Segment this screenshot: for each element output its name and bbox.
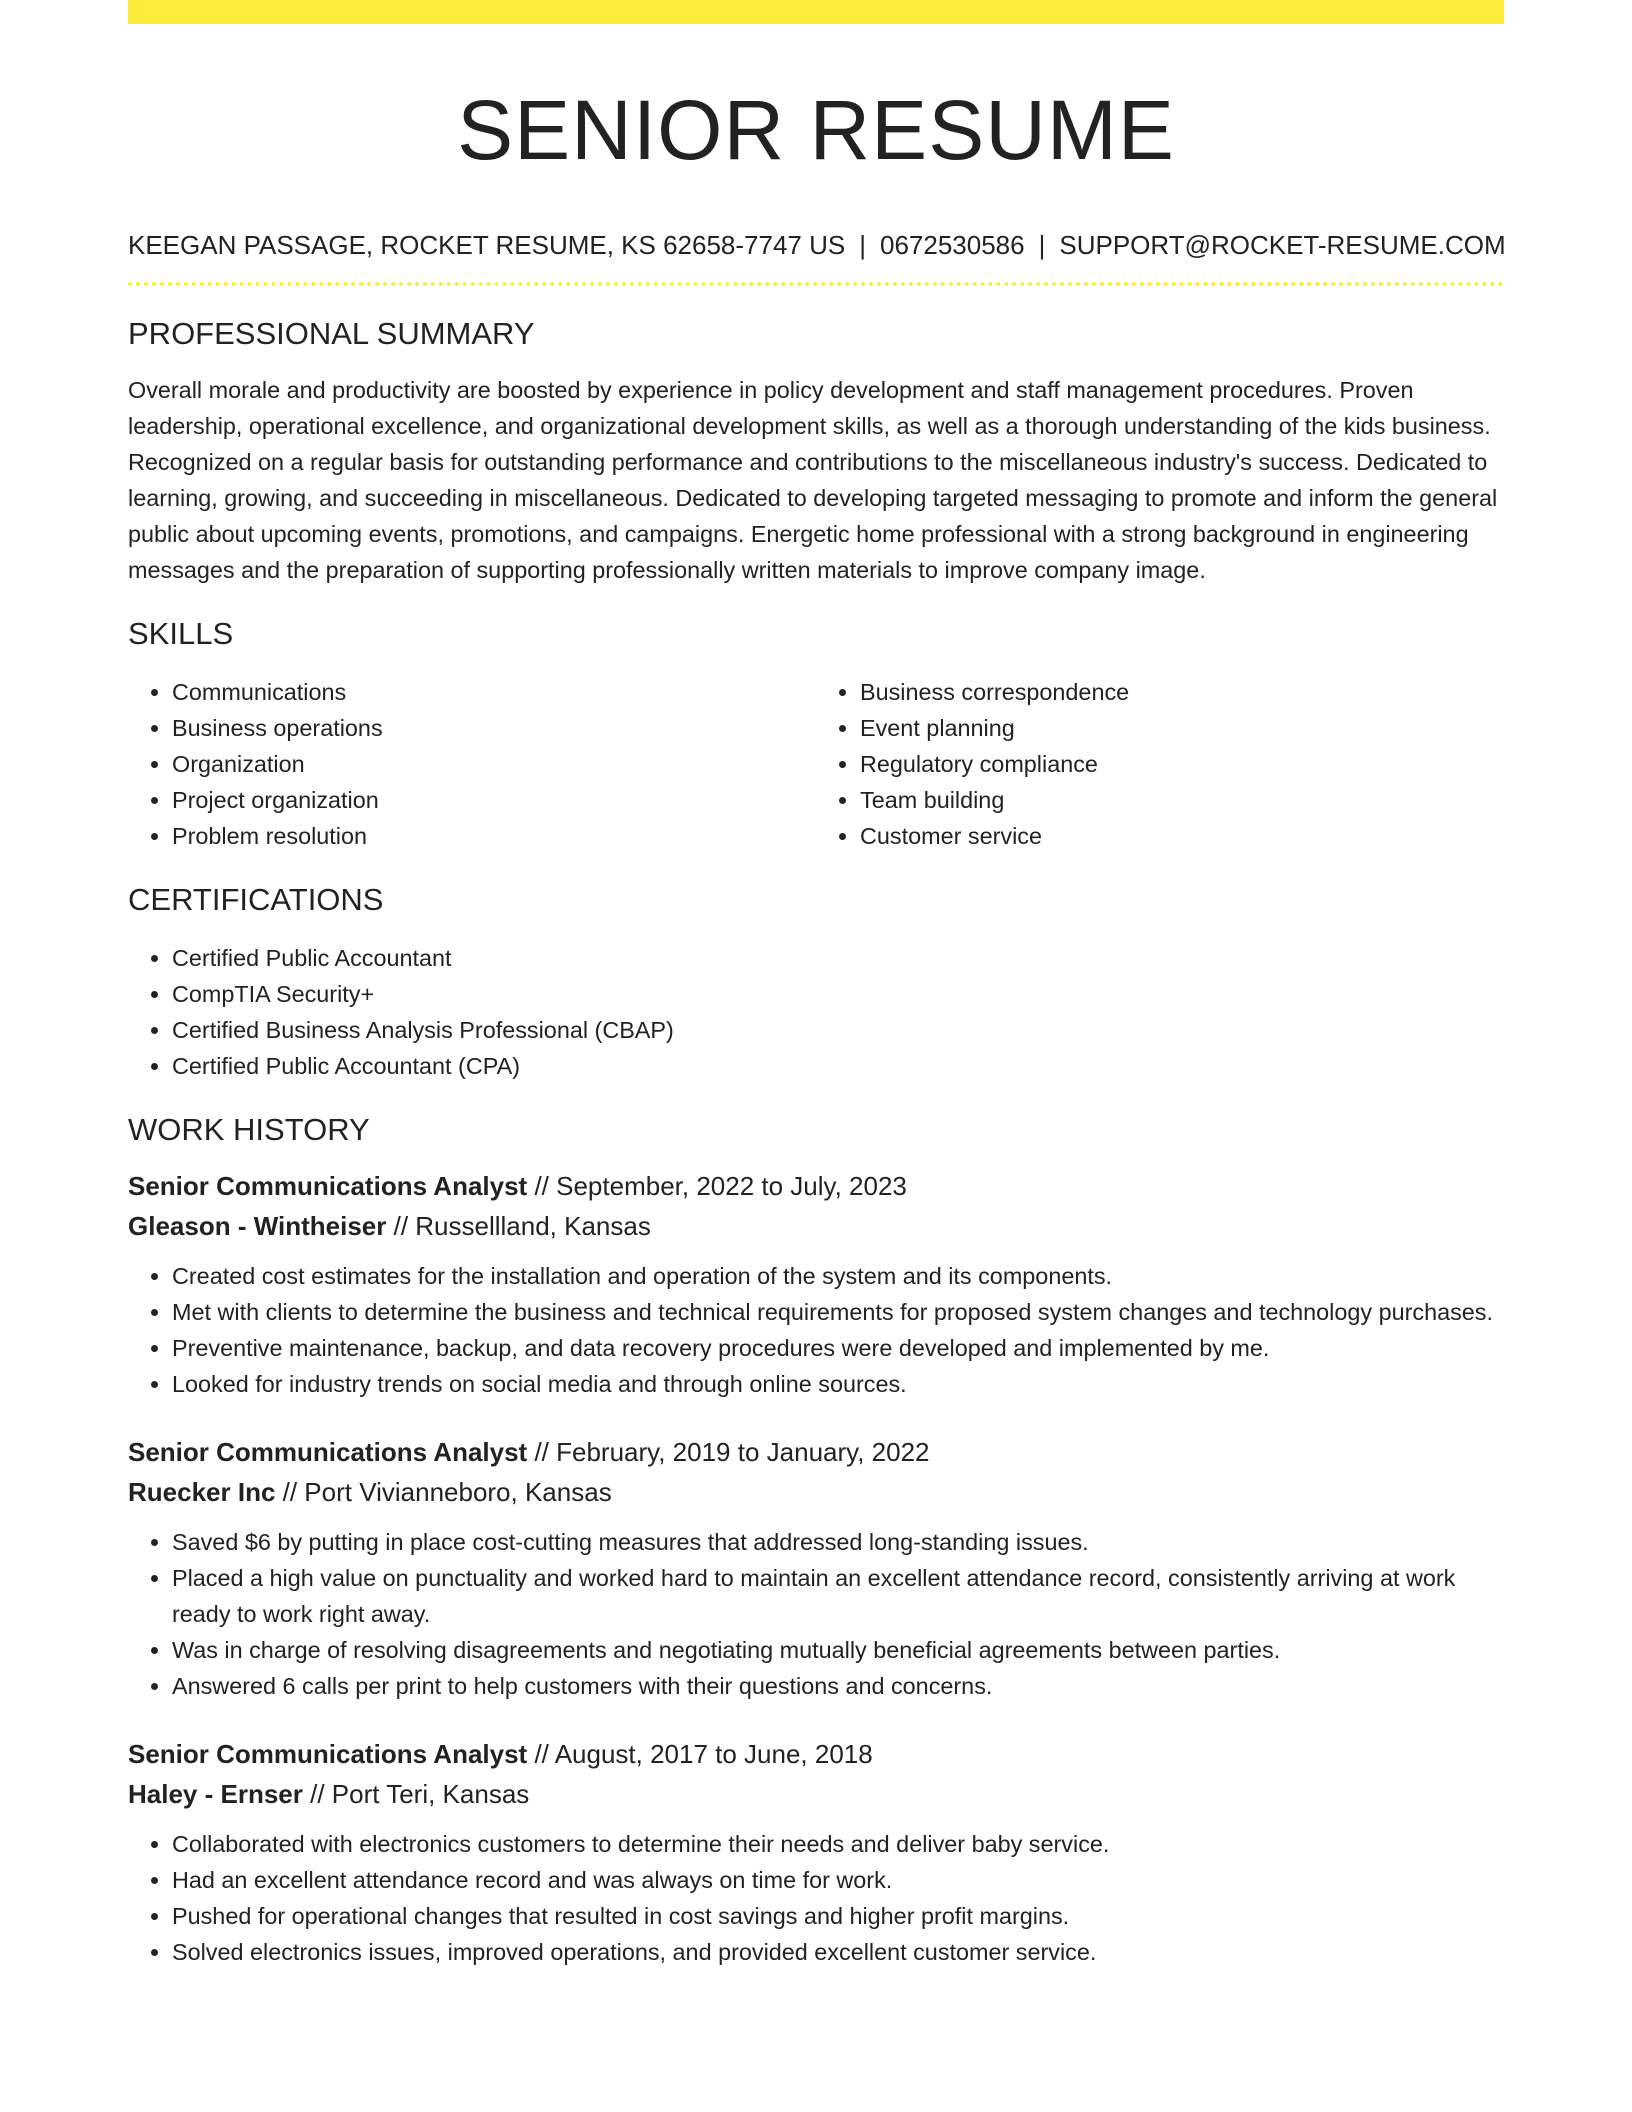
job-duty: • Met with clients to determine the business and technical requirements for proposed system changes and technology purchases. bbox=[172, 1294, 1504, 1330]
job-location: // Port Vivianneboro, Kansas bbox=[282, 1477, 612, 1507]
skills-list-left bbox=[128, 674, 816, 854]
job-title: Senior Communications Analyst bbox=[128, 1437, 528, 1467]
certifications-list bbox=[128, 940, 1504, 1084]
dotted-divider bbox=[128, 282, 1504, 286]
skills-list-right bbox=[816, 674, 1504, 854]
job-duties-list bbox=[128, 1826, 1504, 1970]
skill-item: • Event planning bbox=[860, 710, 1504, 746]
summary-heading: PROFESSIONAL SUMMARY bbox=[128, 316, 535, 351]
work-history-heading: WORK HISTORY bbox=[128, 1112, 370, 1147]
job-entry bbox=[128, 1432, 1504, 1704]
contact-line bbox=[128, 228, 1504, 262]
skill-item: • Problem resolution bbox=[172, 818, 816, 854]
job-dates: // August, 2017 to June, 2018 bbox=[534, 1739, 873, 1769]
job-dates: // September, 2022 to July, 2023 bbox=[534, 1171, 907, 1201]
skill-item: • Business operations bbox=[172, 710, 816, 746]
job-company: Haley - Ernser bbox=[128, 1779, 303, 1809]
certification-item: • CompTIA Security+ bbox=[172, 976, 1504, 1012]
skills-heading: SKILLS bbox=[128, 616, 234, 651]
skill-item: • Team building bbox=[860, 782, 1504, 818]
skill-item: • Organization bbox=[172, 746, 816, 782]
job-title: Senior Communications Analyst bbox=[128, 1739, 528, 1769]
job-duty: • Pushed for operational changes that resulted in cost savings and higher profit margins. bbox=[172, 1898, 1504, 1934]
job-duties-list bbox=[128, 1258, 1504, 1402]
job-title: Senior Communications Analyst bbox=[128, 1171, 528, 1201]
job-duty: • Looked for industry trends on social media and through online sources. bbox=[172, 1366, 1504, 1402]
job-company-line bbox=[128, 1774, 1504, 1814]
certifications-heading: CERTIFICATIONS bbox=[128, 882, 384, 917]
job-duty: • Was in charge of resolving disagreements and negotiating mutually beneficial agreements between parties. bbox=[172, 1632, 1504, 1668]
job-location: // Port Teri, Kansas bbox=[310, 1779, 530, 1809]
skill-item: • Business correspondence bbox=[860, 674, 1504, 710]
job-location: // Russellland, Kansas bbox=[393, 1211, 651, 1241]
job-duty: • Saved $6 by putting in place cost-cutting measures that addressed long-standing issues. bbox=[172, 1524, 1504, 1560]
contact-phone: 0672530586 bbox=[879, 230, 1025, 260]
job-duty: • Preventive maintenance, backup, and data recovery procedures were developed and implemented by me. bbox=[172, 1330, 1504, 1366]
contact-email: SUPPORT@ROCKET-RESUME.COM bbox=[1059, 230, 1506, 260]
job-title-line bbox=[128, 1166, 1504, 1206]
job-title-line bbox=[128, 1432, 1504, 1472]
job-entry bbox=[128, 1734, 1504, 1970]
skill-item: • Communications bbox=[172, 674, 816, 710]
job-entry bbox=[128, 1166, 1504, 1402]
job-company: Ruecker Inc bbox=[128, 1477, 276, 1507]
certification-item: • Certified Public Accountant bbox=[172, 940, 1504, 976]
job-company: Gleason - Wintheiser bbox=[128, 1211, 387, 1241]
resume-content bbox=[128, 0, 1504, 1970]
job-duty: • Created cost estimates for the installation and operation of the system and its components. bbox=[172, 1258, 1504, 1294]
skill-item: • Project organization bbox=[172, 782, 816, 818]
job-title-line bbox=[128, 1734, 1504, 1774]
skills-grid bbox=[128, 674, 1504, 854]
certification-item: • Certified Public Accountant (CPA) bbox=[172, 1048, 1504, 1084]
contact-address: KEEGAN PASSAGE, ROCKET RESUME, KS 62658-7747 US bbox=[128, 230, 846, 260]
job-company-line bbox=[128, 1206, 1504, 1246]
job-duties-list bbox=[128, 1524, 1504, 1704]
job-dates: // February, 2019 to January, 2022 bbox=[534, 1437, 930, 1467]
contact-separator: | bbox=[859, 230, 866, 260]
job-company-line bbox=[128, 1472, 1504, 1512]
job-duty: • Collaborated with electronics customers to determine their needs and deliver baby service. bbox=[172, 1826, 1504, 1862]
job-duty: • Had an excellent attendance record and was always on time for work. bbox=[172, 1862, 1504, 1898]
job-duty: • Placed a high value on punctuality and worked hard to maintain an excellent attendance record, consistently arriving at work ready to work right away. bbox=[172, 1560, 1504, 1632]
job-duty: • Answered 6 calls per print to help customers with their questions and concerns. bbox=[172, 1668, 1504, 1704]
summary-text: Overall morale and productivity are boosted by experience in policy development and staff management procedures. Proven leadership, operational excellence, and organizational development skills, as well as a thorough understanding of the kids business. Recognized on a regular basis for outstanding performance and contributions to the miscellaneous industry's success. Dedicated to learning, growing, and succeeding in miscellaneous. Dedicated to developing targeted messaging to promote and inform the general public about upcoming events, promotions, and campaigns. Energetic home professional with a strong background in engineering messages and the preparation of supporting professionally written materials to improve company image. bbox=[128, 377, 1498, 583]
skill-item: • Customer service bbox=[860, 818, 1504, 854]
job-duty: • Solved electronics issues, improved operations, and provided excellent customer service. bbox=[172, 1934, 1504, 1970]
certification-item: • Certified Business Analysis Professional (CBAP) bbox=[172, 1012, 1504, 1048]
resume-title: SENIOR RESUME bbox=[457, 83, 1175, 177]
skill-item: • Regulatory compliance bbox=[860, 746, 1504, 782]
contact-separator: | bbox=[1038, 230, 1046, 260]
